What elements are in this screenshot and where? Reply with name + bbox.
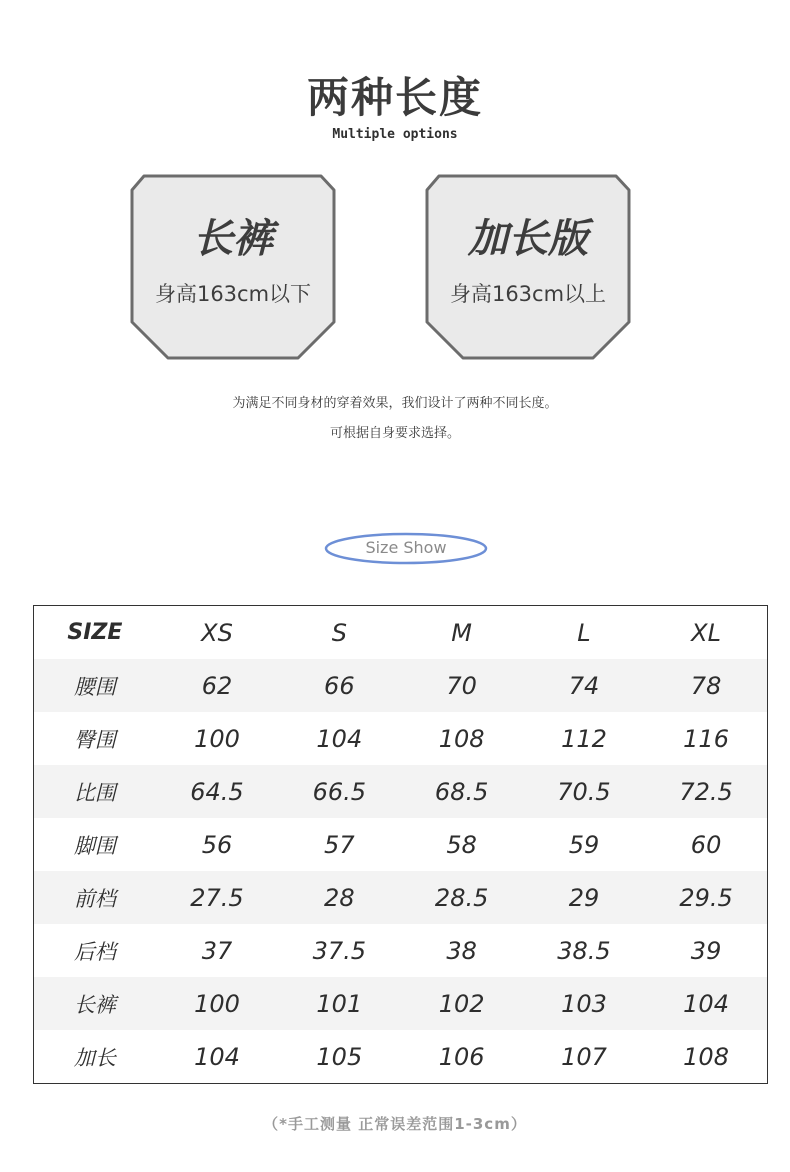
table-cell: 72.5 xyxy=(645,765,767,818)
table-cell: 28 xyxy=(278,871,400,924)
option-card-shape xyxy=(425,174,631,360)
table-row xyxy=(34,977,768,1030)
row-label: 比围 xyxy=(34,765,156,818)
table-cell: 59 xyxy=(568,830,600,859)
option-name: 长裤 xyxy=(193,216,273,262)
table-cell: 38 xyxy=(446,936,477,965)
description-line: 可根据自身要求选择。 xyxy=(329,426,460,441)
badge-label: Size Show xyxy=(365,538,447,557)
table-header-cell: XL xyxy=(691,618,721,647)
table-header-cell: S xyxy=(331,618,347,647)
size-show-badge xyxy=(324,532,488,565)
table-cell: 106 xyxy=(438,1042,485,1071)
page-title: 两种长度 xyxy=(306,73,483,122)
table-cell: 103 xyxy=(523,977,645,1030)
table-cell: 66.5 xyxy=(278,765,400,818)
option-card-extended xyxy=(425,174,631,360)
option-card-long-pants xyxy=(130,174,336,360)
row-label: 腰围 xyxy=(34,659,156,712)
option-height-range: 身高163cm以下 xyxy=(154,282,312,306)
option-name: 加长版 xyxy=(468,216,588,262)
table-cell: 112 xyxy=(561,724,607,753)
table-cell: 100 xyxy=(194,724,240,753)
table-row xyxy=(34,659,768,712)
table-cell: 28.5 xyxy=(400,871,522,924)
table-cell: 58 xyxy=(446,830,477,859)
table-cell: 108 xyxy=(438,724,485,753)
table-header-cell: XS xyxy=(201,618,233,647)
page-subtitle: Multiple options xyxy=(332,127,458,142)
size-chart-table xyxy=(33,605,768,1084)
table-cell: 27.5 xyxy=(156,871,278,924)
table-row xyxy=(34,765,768,818)
table-cell: 107 xyxy=(561,1042,607,1071)
row-label: 前档 xyxy=(34,871,156,924)
row-label: 加长 xyxy=(73,1045,116,1070)
option-card-shape xyxy=(130,174,336,360)
table-cell: 68.5 xyxy=(400,765,522,818)
table-cell: 104 xyxy=(316,724,363,753)
table-row xyxy=(34,1030,768,1084)
table-cell: 70.5 xyxy=(523,765,645,818)
table-cell: 104 xyxy=(194,1042,240,1071)
table-cell: 57 xyxy=(324,830,355,859)
table-header-row xyxy=(34,606,768,660)
option-height-range: 身高163cm以上 xyxy=(449,282,607,306)
table-cell: 100 xyxy=(156,977,278,1030)
table-cell: 56 xyxy=(201,830,233,859)
table-cell: 60 xyxy=(690,830,722,859)
table-cell: 102 xyxy=(400,977,522,1030)
table-cell: 29.5 xyxy=(645,871,767,924)
table-cell: 66 xyxy=(278,659,400,712)
table-cell: 108 xyxy=(683,1042,729,1071)
table-cell: 101 xyxy=(278,977,400,1030)
table-cell: 74 xyxy=(523,659,645,712)
table-cell: 37 xyxy=(201,936,233,965)
table-cell: 64.5 xyxy=(156,765,278,818)
table-row xyxy=(34,712,768,765)
table-cell: 62 xyxy=(156,659,278,712)
table-cell: 78 xyxy=(645,659,767,712)
table-cell: 105 xyxy=(316,1042,363,1071)
table-cell: 39 xyxy=(690,936,722,965)
row-label: 脚围 xyxy=(73,833,116,858)
row-label: 臀围 xyxy=(73,727,116,752)
table-cell: 104 xyxy=(645,977,767,1030)
row-label: 后档 xyxy=(73,939,116,964)
description-line: 为满足不同身材的穿着效果，我们设计了两种不同长度。 xyxy=(232,396,558,411)
table-row xyxy=(34,818,768,871)
table-cell: 116 xyxy=(683,724,729,753)
table-header-cell: SIZE xyxy=(67,620,123,645)
table-cell: 70 xyxy=(400,659,522,712)
table-header-cell: L xyxy=(577,618,591,647)
table-cell: 37.5 xyxy=(312,936,367,965)
table-header-cell: M xyxy=(451,618,472,647)
table-cell: 29 xyxy=(523,871,645,924)
table-row xyxy=(34,871,768,924)
measurement-footnote: （*手工测量 正常误差范围1-3cm） xyxy=(263,1115,527,1133)
table-cell: 38.5 xyxy=(557,936,611,965)
row-label: 长裤 xyxy=(34,977,156,1030)
table-row xyxy=(34,924,768,977)
